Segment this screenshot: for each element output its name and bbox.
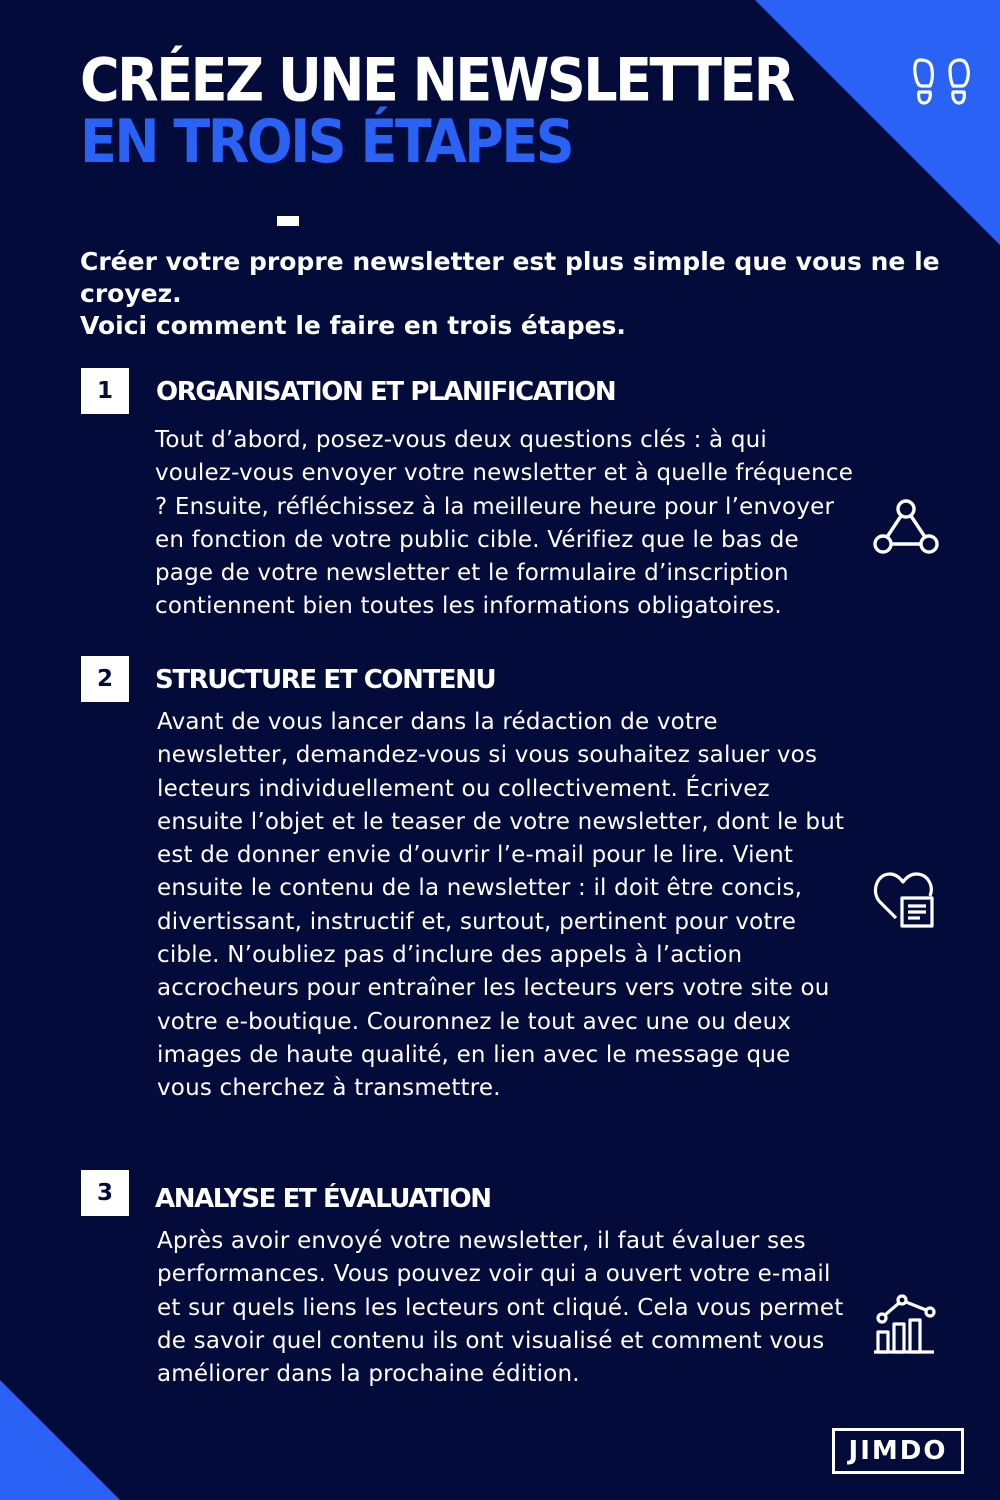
step-2-title: STRUCTURE ET CONTENU — [155, 665, 496, 695]
title-line-2: EN TROIS ÉTAPES — [80, 107, 573, 177]
step-1-number: 1 — [81, 368, 129, 414]
step-1-title: ORGANISATION ET PLANIFICATION — [156, 377, 616, 407]
step-3-title: ANALYSE ET ÉVALUATION — [155, 1184, 491, 1214]
heart-document-icon — [872, 866, 938, 930]
title-line-1: CRÉEZ UNE NEWSLETTER — [80, 45, 793, 115]
corner-decoration-bottom-left — [0, 1380, 120, 1500]
dash-decoration — [277, 216, 299, 226]
bar-chart-icon — [872, 1294, 938, 1356]
intro-text — [80, 246, 940, 342]
jimdo-logo: JIMDO — [832, 1428, 964, 1474]
step-3-number: 3 — [81, 1170, 129, 1216]
step-3-body: Après avoir envoyé votre newsletter, il faut évaluer ses performances. Vous pouvez voir qui a ouvert votre e-mail et sur quels liens les lecteurs ont cliqué. Cela vous permet de savoir quel contenu ils ont visualisé et comment vous améliorer dans la prochaine édition. — [157, 1228, 844, 1388]
network-triangle-icon — [872, 498, 940, 556]
step-1-body: Tout d’abord, posez-vous deux questions clés : à qui voulez-vous envoyer votre newsletter et à quelle fréquence ? Ensuite, réfléchissez à la meilleure heure pour l’envoyer en fonction de votre public cible. Vérifiez que le bas de page de votre newsletter et le formulaire d’inscription contiennent bien toutes les informations obligatoires. — [155, 427, 854, 620]
intro-paragraph: Créer votre propre newsletter est plus simple que vous ne le croyez. Voici comment le faire en trois étapes. — [80, 247, 940, 340]
page-title — [80, 45, 793, 177]
step-2-number: 2 — [81, 656, 129, 702]
step-2-body: Avant de vous lancer dans la rédaction de votre newsletter, demandez-vous si vous souhaitez saluer vos lecteurs individuellement ou collectivement. Écrivez ensuite l’objet et le teaser de votre newsletter, dont le but est de donner envie d’ouvrir l’e-mail pour le lire. Vient ensuite le contenu de la newsletter : il doit être concis, divertissant, instructif et, surtout, pertinent pour votre cible. N’oubliez pas d’inclure des appels à l’action accrocheurs pour entraîner les lecteurs vers votre site ou votre e-boutique. Couronnez le tout avec une ou deux images de haute qualité, en lien avec le message que vous cherchez à transmettre. — [157, 709, 845, 1102]
footprints-icon — [912, 56, 972, 110]
